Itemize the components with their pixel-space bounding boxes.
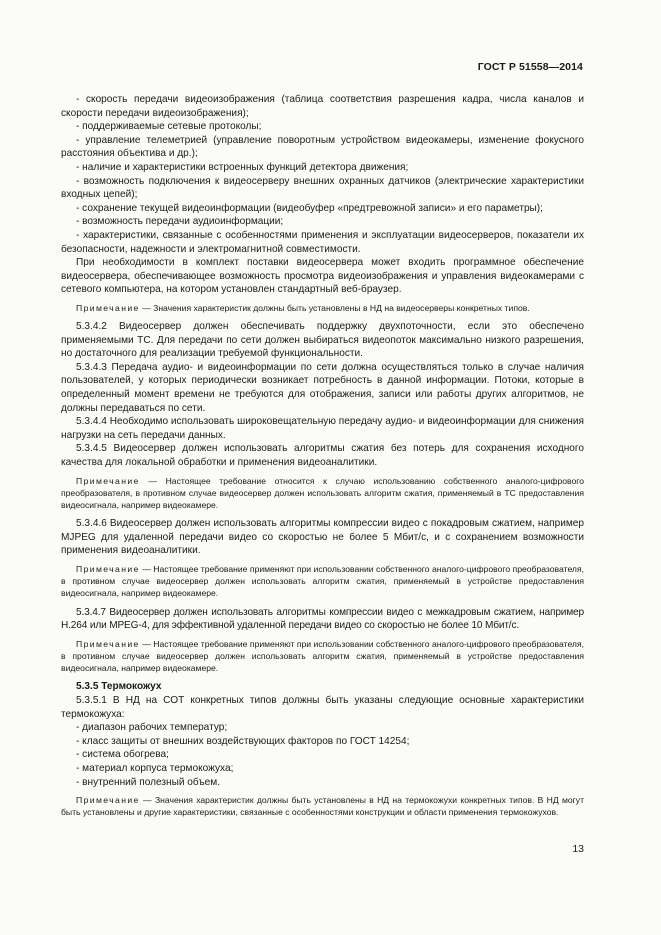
note-2 — [61, 475, 584, 512]
list-item: - управление телеметрией (управление поворотным устройством видеокамеры, изменение фокусного расстояния объектива и др.); — [61, 134, 584, 160]
section-heading-5-3-5: 5.3.5 Термокожух — [76, 681, 162, 693]
document-header: ГОСТ Р 51558—2014 — [477, 61, 583, 73]
note-1 — [61, 302, 584, 314]
list-item: - материал корпуса термокожуха; — [76, 763, 234, 774]
note-4 — [61, 638, 584, 675]
page-number: 13 — [572, 843, 584, 855]
note-text: Настоящее требование применяют при использовании собственного аналого-цифрового преобразователя, в противном случае видеосервер должен использовать алгоритм сжатия, применяемый в устройстве предоставления видеосигнала, например видеокамере. — [61, 638, 584, 674]
list-item: - класс защиты от внешних воздействующих факторов по ГОСТ 14254; — [76, 735, 410, 747]
list-item: - поддерживаемые сетевые протоколы; — [76, 121, 262, 133]
note-dash: — — [142, 564, 151, 575]
note-label: Примечание — [76, 475, 140, 486]
paragraph-5-3-4-6: 5.3.4.6 Видеосервер должен использовать алгоритмы компрессии видео с покадровым сжатием, например MJPEG для удаленной передачи видео со скоростью не более 5 Мбит/с, и с сохранением возможности применения видеоаналитики. — [61, 518, 584, 557]
note-label: Примечание — [76, 302, 140, 313]
note-label: Примечание — [76, 795, 140, 806]
list-item: - система обогрева; — [76, 749, 169, 761]
paragraph-5-3-4-5: 5.3.4.5 Видеосервер должен использовать алгоритмы сжатия без потерь для сохранения исходного качества для локальной обработки и применения видеоаналитики. — [61, 443, 584, 469]
note-label: Примечание — [76, 564, 140, 575]
note-dash: — — [142, 638, 151, 649]
note-text: Настоящее требование относится к случаю использованию собственного аналого-цифрового преобразователя, в противном случае видеосервер должен использовать алгоритм сжатия, применяемый в ТС предоставления видеосигнала, например видеокамере. — [61, 475, 584, 511]
page-body — [61, 93, 584, 825]
note-dash: — — [148, 475, 157, 486]
note-text: Настоящее требование применяют при использовании собственного аналого-цифрового преобразователя, в противном случае видеосервер должен использовать алгоритм сжатия, применяемый в устройстве предоставления видеосигнала, например видеокамере. — [61, 564, 584, 599]
paragraph-5-3-4-7: 5.3.4.7 Видеосервер должен использовать алгоритмы компрессии видео с межкадровым сжатием, например H.264 или MPEG-4, для эффективной удаленной передачи видео со скоростью не более 10 Мбит/с. — [61, 606, 584, 632]
list-item: - наличие и характеристики встроенных функций детектора движения; — [76, 161, 409, 173]
note-dash: — — [143, 795, 152, 806]
list-item: - возможность подключения к видеосерверу внешних охранных датчиков (электрические характеристики входных цепей); — [61, 175, 584, 201]
note-3 — [61, 563, 584, 600]
note-label: Примечание — [76, 638, 140, 649]
note-text: Значения характеристик должны быть установлены в НД на видеосерверы конкретных типов. — [153, 302, 530, 313]
list-item: - скорость передачи видеоизображения (таблица соответствия разрешения кадра, числа каналов и скорости передачи видеоизображения); — [61, 94, 584, 119]
list-item: - характеристики, связанные с особенностями применения и эксплуатации видеосерверов, показатели их безопасности, надежности и электромагнитной совместимости. — [61, 229, 584, 255]
list-item: - диапазон рабочих температур; — [76, 722, 228, 734]
note-text: Значения характеристик должны быть установлены в НД на термокожухи конкретных типов. В НД могут быть установлены и другие характеристики, связанные с особенностями конструкции и области применения термокожухов. — [61, 795, 585, 818]
note-dash: — — [142, 302, 151, 313]
paragraph-5-3-4-4: 5.3.4.4 Необходимо использовать широковещательную передачу аудио- и видеоинформации для снижения нагрузки на сеть передачи данных. — [61, 416, 584, 441]
list-item: - сохранение текущей видеоинформации (видеобуфер «предтревожной записи» и его параметры); — [76, 202, 543, 214]
note-5 — [61, 794, 584, 818]
paragraph-5-3-4-3: 5.3.4.3 Передача аудио- и видеоинформации по сети должна осуществляться только в случае наличия пользователей, у которых периодически возникает потребность в данной информации. Потоки, которые в определенный момент времени не требуются для отображения, записи или работы других алгоритмов, не должны передаваться по сети. — [61, 361, 584, 414]
paragraph-5-3-4-2: 5.3.4.2 Видеосервер должен обеспечивать поддержку двухпоточности, если это обеспечено применяемыми ТС. Для передачи по сети должен выбираться видеопоток максимально низкого разрешения, но достаточного для реализации требуемой функциональности. — [61, 321, 584, 360]
list-item: - возможность передачи аудиоинформации; — [76, 216, 284, 228]
paragraph-5-3-5-1: 5.3.5.1 В НД на СОТ конкретных типов должны быть указаны следующие основные характеристики термокожуха: — [61, 695, 584, 720]
list-item: - внутренний полезный объем. — [76, 776, 220, 788]
paragraph-software: При необходимости в комплект поставки видеосервера может входить программное обеспечение видеосервера, обеспечивающее возможность просмотра видеоизображения и управления видеокамерами с сетевого компьютера, на котором установлен стандартный веб-браузер. — [61, 257, 584, 296]
